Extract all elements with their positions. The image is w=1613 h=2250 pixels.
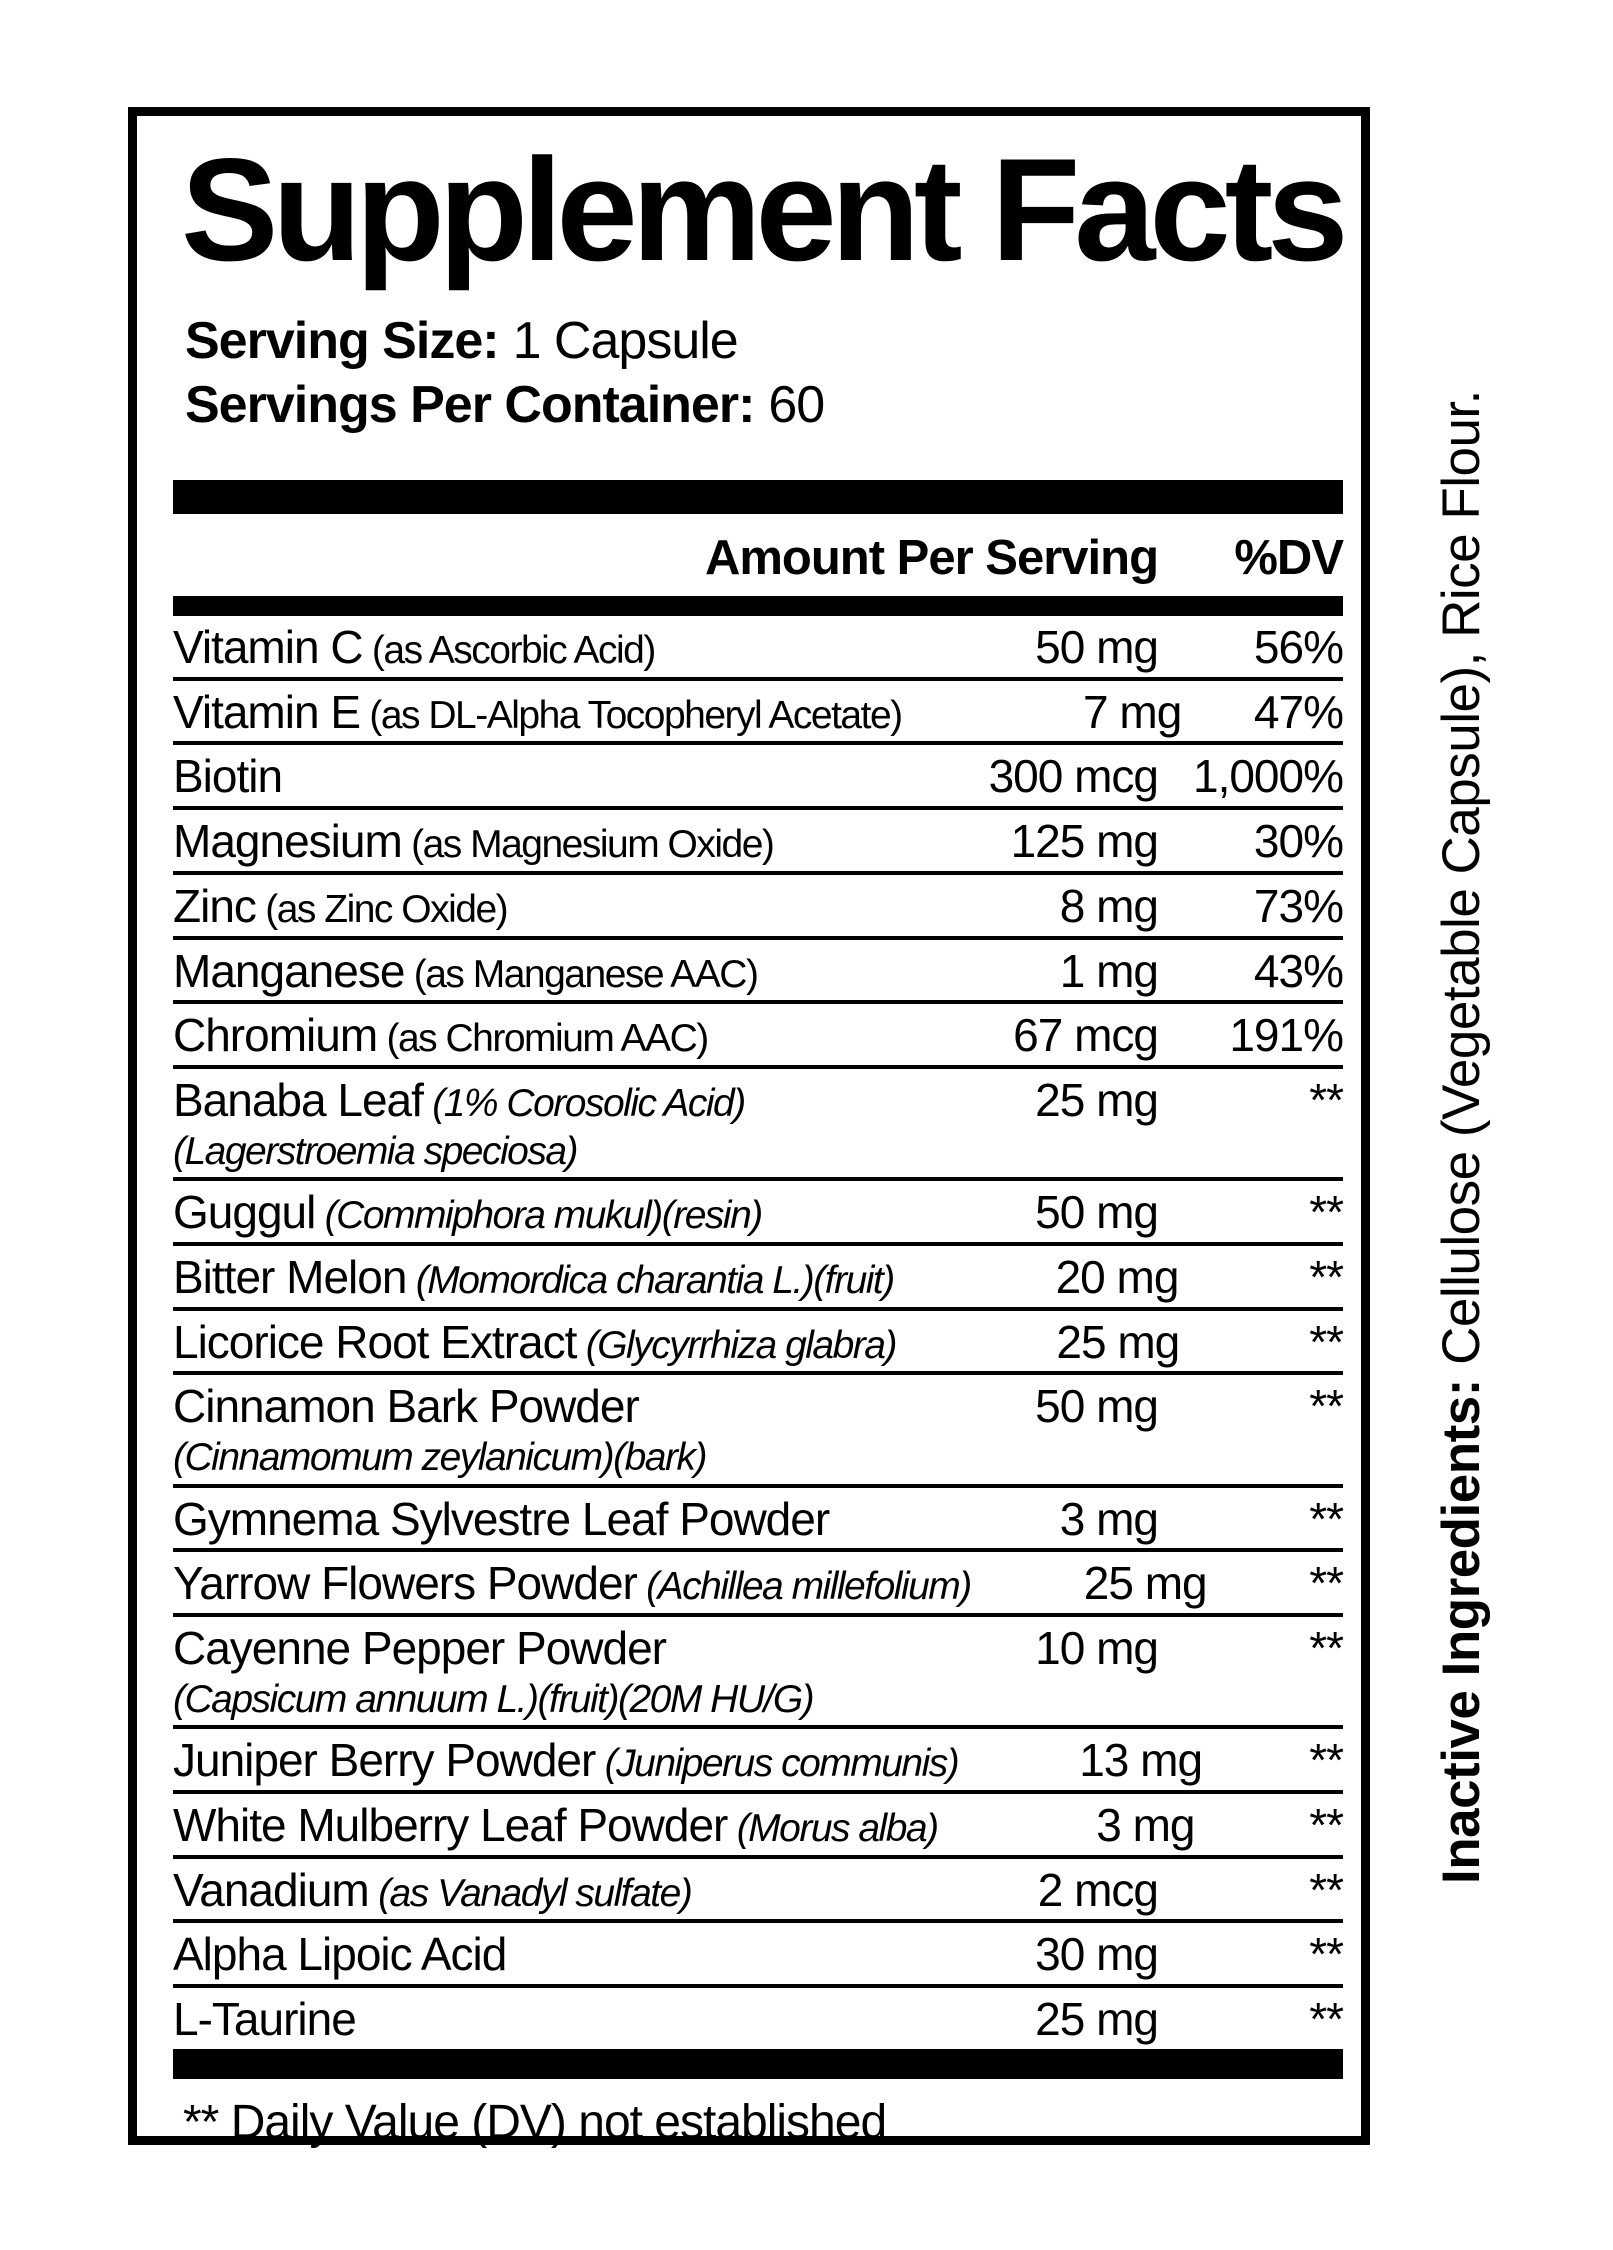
ingredient-name-detail: (1% Corosolic Acid) bbox=[422, 1082, 745, 1126]
ingredient-name bbox=[173, 620, 838, 673]
ingredient-botanical-line: (Capsicum annuum L.)(fruit)(20M HU/G) bbox=[173, 1677, 814, 1721]
amount-per-serving-header: Amount Per Serving bbox=[704, 530, 1158, 585]
ingredient-name-main: Vitamin C bbox=[173, 620, 363, 673]
ingredient-dv: ** bbox=[1309, 1734, 1343, 1787]
table-row bbox=[173, 1375, 1343, 1487]
table-row bbox=[173, 1181, 1343, 1246]
serving-size-value: 1 Capsule bbox=[512, 311, 738, 370]
ingredient-name-detail: (Achillea millefolium) bbox=[636, 1565, 971, 1609]
serving-size-line bbox=[185, 309, 1361, 373]
supplement-facts-panel bbox=[128, 107, 1370, 2149]
ingredient-name-detail: (as Manganese AAC) bbox=[404, 952, 758, 996]
ingredient-name bbox=[173, 1188, 838, 1237]
ingredient-name-main: Magnesium bbox=[173, 815, 402, 868]
ingredient-amount: 7 mg bbox=[1083, 685, 1182, 738]
ingredient-name-main: Licorice Root Extract bbox=[173, 1315, 577, 1368]
ingredient-amount: 10 mg bbox=[1035, 1622, 1158, 1674]
ingredient-dv: ** bbox=[1309, 1250, 1343, 1303]
ingredient-name-detail: (Commiphora mukul)(resin) bbox=[315, 1194, 762, 1238]
ingredient-amount: 67 mcg bbox=[1013, 1009, 1158, 1062]
table-row bbox=[173, 1729, 1343, 1794]
table-row bbox=[173, 810, 1343, 875]
ingredient-name bbox=[173, 1798, 938, 1851]
divider-bar-header bbox=[173, 596, 1343, 616]
ingredient-dv: ** bbox=[1309, 1863, 1343, 1916]
ingredient-name bbox=[173, 1624, 838, 1720]
ingredient-name-main: Cayenne Pepper Powder bbox=[173, 1622, 666, 1674]
ingredient-name-main: Yarrow Flowers Powder bbox=[173, 1557, 637, 1610]
ingredient-name-main: Gymnema Sylvestre Leaf Powder bbox=[173, 1492, 830, 1545]
table-row bbox=[173, 1988, 1343, 2049]
ingredient-dv: ** bbox=[1309, 1492, 1343, 1545]
ingredient-name-main: Alpha Lipoic Acid bbox=[173, 1928, 507, 1981]
ingredient-name-main: Guggul bbox=[173, 1186, 316, 1239]
ingredient-dv: ** bbox=[1309, 1380, 1343, 1433]
ingredient-name-detail: (Glycyrrhiza glabra) bbox=[576, 1323, 896, 1367]
divider-bar-bottom bbox=[173, 2049, 1343, 2079]
ingredient-name-main: L-Taurine bbox=[173, 1993, 356, 2046]
ingredient-name-detail: (Juniperus communis) bbox=[595, 1742, 959, 1786]
panel-title: Supplement Facts bbox=[181, 128, 1343, 291]
divider-bar-top bbox=[173, 480, 1343, 514]
ingredient-name-main: Vanadium bbox=[173, 1863, 369, 1916]
ingredient-botanical-line: (Lagerstroemia speciosa) bbox=[173, 1129, 578, 1173]
table-row bbox=[173, 1488, 1343, 1553]
ingredient-name-main: Banaba Leaf bbox=[173, 1074, 423, 1127]
ingredient-name bbox=[173, 1863, 838, 1916]
ingredient-name-main: Vitamin E bbox=[173, 685, 361, 738]
ingredient-amount: 3 mg bbox=[1096, 1798, 1195, 1851]
ingredient-name-detail: (as Chromium AAC) bbox=[377, 1017, 708, 1061]
ingredient-amount: 1 mg bbox=[1059, 944, 1158, 997]
ingredient-name bbox=[173, 1382, 838, 1478]
ingredient-rows bbox=[173, 616, 1343, 2049]
table-row bbox=[173, 616, 1343, 681]
ingredient-name bbox=[173, 1492, 838, 1545]
ingredient-name-main: White Mulberry Leaf Powder bbox=[173, 1798, 728, 1851]
ingredient-dv: 30% bbox=[1253, 815, 1343, 868]
ingredient-name-detail: (as DL-Alpha Tocopheryl Acetate) bbox=[360, 693, 902, 737]
table-row bbox=[173, 940, 1343, 1005]
ingredient-name bbox=[173, 944, 838, 997]
ingredient-name bbox=[173, 1315, 896, 1368]
table-row bbox=[173, 1069, 1343, 1181]
ingredient-name-detail: (as Ascorbic Acid) bbox=[362, 628, 655, 672]
inactive-ingredients-text: Cellulose (Vegetable Capsule), Rice Flour. bbox=[1432, 390, 1491, 1380]
ingredient-name bbox=[173, 1559, 971, 1608]
ingredient-amount: 3 mg bbox=[1059, 1492, 1158, 1545]
ingredient-amount: 25 mg bbox=[1056, 1315, 1180, 1368]
ingredient-name-main: Zinc bbox=[173, 879, 256, 932]
daily-value-footnote: ** Daily Value (DV) not established bbox=[183, 2095, 887, 2149]
ingredient-name-detail: (Morus alba) bbox=[727, 1806, 938, 1850]
ingredient-name bbox=[173, 879, 838, 932]
ingredient-dv: ** bbox=[1309, 1622, 1343, 1674]
ingredient-amount: 50 mg bbox=[1035, 620, 1158, 673]
ingredient-dv: ** bbox=[1309, 1074, 1343, 1127]
ingredient-dv: ** bbox=[1309, 1993, 1343, 2046]
ingredient-amount: 25 mg bbox=[1035, 1074, 1158, 1127]
ingredient-amount: 2 mcg bbox=[1037, 1863, 1158, 1916]
ingredient-name bbox=[173, 817, 838, 866]
ingredient-name-detail: (as Magnesium Oxide) bbox=[401, 823, 774, 867]
ingredient-dv: ** bbox=[1309, 1315, 1343, 1368]
servings-per-container-line bbox=[185, 373, 1361, 437]
ingredient-name-main: Chromium bbox=[173, 1009, 378, 1062]
ingredient-amount: 300 mcg bbox=[988, 750, 1158, 803]
table-header bbox=[173, 514, 1343, 596]
ingredient-amount: 50 mg bbox=[1035, 1380, 1158, 1433]
ingredient-dv: ** bbox=[1309, 1186, 1343, 1239]
ingredient-botanical-line: (Cinnamomum zeylanicum)(bark) bbox=[173, 1436, 706, 1480]
ingredient-name-main: Manganese bbox=[173, 944, 405, 997]
ingredient-amount: 13 mg bbox=[1079, 1734, 1203, 1787]
ingredient-amount: 125 mg bbox=[1010, 815, 1158, 868]
table-row bbox=[173, 1552, 1343, 1617]
ingredient-name-main: Bitter Melon bbox=[173, 1250, 407, 1303]
ingredient-name-detail: (Momordica charantia L.)(fruit) bbox=[406, 1258, 894, 1302]
ingredient-name-detail: (as Vanadyl sulfate) bbox=[368, 1871, 692, 1915]
ingredient-name bbox=[173, 1011, 838, 1060]
ingredient-amount: 25 mg bbox=[1035, 1993, 1158, 2046]
ingredient-name bbox=[173, 1930, 838, 1979]
table-row bbox=[173, 1923, 1343, 1988]
servings-per-container-value: 60 bbox=[768, 376, 825, 435]
table-row bbox=[173, 875, 1343, 940]
ingredient-dv: 191% bbox=[1229, 1009, 1343, 1062]
ingredient-amount: 50 mg bbox=[1035, 1186, 1158, 1239]
ingredient-name-main: Biotin bbox=[173, 750, 283, 803]
table-row bbox=[173, 1311, 1343, 1376]
table-row bbox=[173, 681, 1343, 746]
table-row bbox=[173, 1004, 1343, 1069]
ingredient-amount: 25 mg bbox=[1083, 1557, 1207, 1610]
servings-per-container-label: Servings Per Container: bbox=[185, 376, 755, 435]
ingredient-amount: 30 mg bbox=[1035, 1928, 1158, 1981]
ingredient-name bbox=[173, 685, 902, 738]
table-row bbox=[173, 1617, 1343, 1729]
ingredient-amount: 20 mg bbox=[1055, 1250, 1179, 1303]
ingredient-name-main: Cinnamon Bark Powder bbox=[173, 1380, 639, 1433]
ingredient-dv: ** bbox=[1309, 1928, 1343, 1981]
ingredient-name-detail: (as Zinc Oxide) bbox=[255, 887, 508, 931]
ingredient-name bbox=[173, 1076, 838, 1172]
serving-info bbox=[185, 309, 1361, 438]
ingredient-amount: 8 mg bbox=[1059, 879, 1158, 932]
table-row bbox=[173, 1246, 1343, 1311]
ingredient-name-main: Juniper Berry Powder bbox=[173, 1734, 596, 1787]
ingredient-name bbox=[173, 1736, 958, 1785]
ingredient-dv: ** bbox=[1309, 1557, 1343, 1610]
inactive-ingredients-label: Inactive Ingredients: bbox=[1432, 1379, 1491, 1884]
ingredient-dv: ** bbox=[1309, 1798, 1343, 1851]
ingredient-name bbox=[173, 752, 838, 801]
inactive-ingredients-note bbox=[1430, 390, 1494, 1884]
ingredient-dv: 1,000% bbox=[1192, 750, 1343, 803]
ingredient-name bbox=[173, 1250, 894, 1303]
table-row bbox=[173, 745, 1343, 810]
ingredient-dv: 43% bbox=[1253, 944, 1343, 997]
ingredient-dv: 47% bbox=[1253, 685, 1343, 738]
dv-header: %DV bbox=[1234, 530, 1343, 585]
serving-size-label: Serving Size: bbox=[185, 311, 499, 370]
table-row bbox=[173, 1794, 1343, 1859]
ingredient-dv: 56% bbox=[1253, 620, 1343, 673]
table-row bbox=[173, 1859, 1343, 1924]
ingredient-dv: 73% bbox=[1253, 879, 1343, 932]
ingredient-name bbox=[173, 1995, 838, 2044]
